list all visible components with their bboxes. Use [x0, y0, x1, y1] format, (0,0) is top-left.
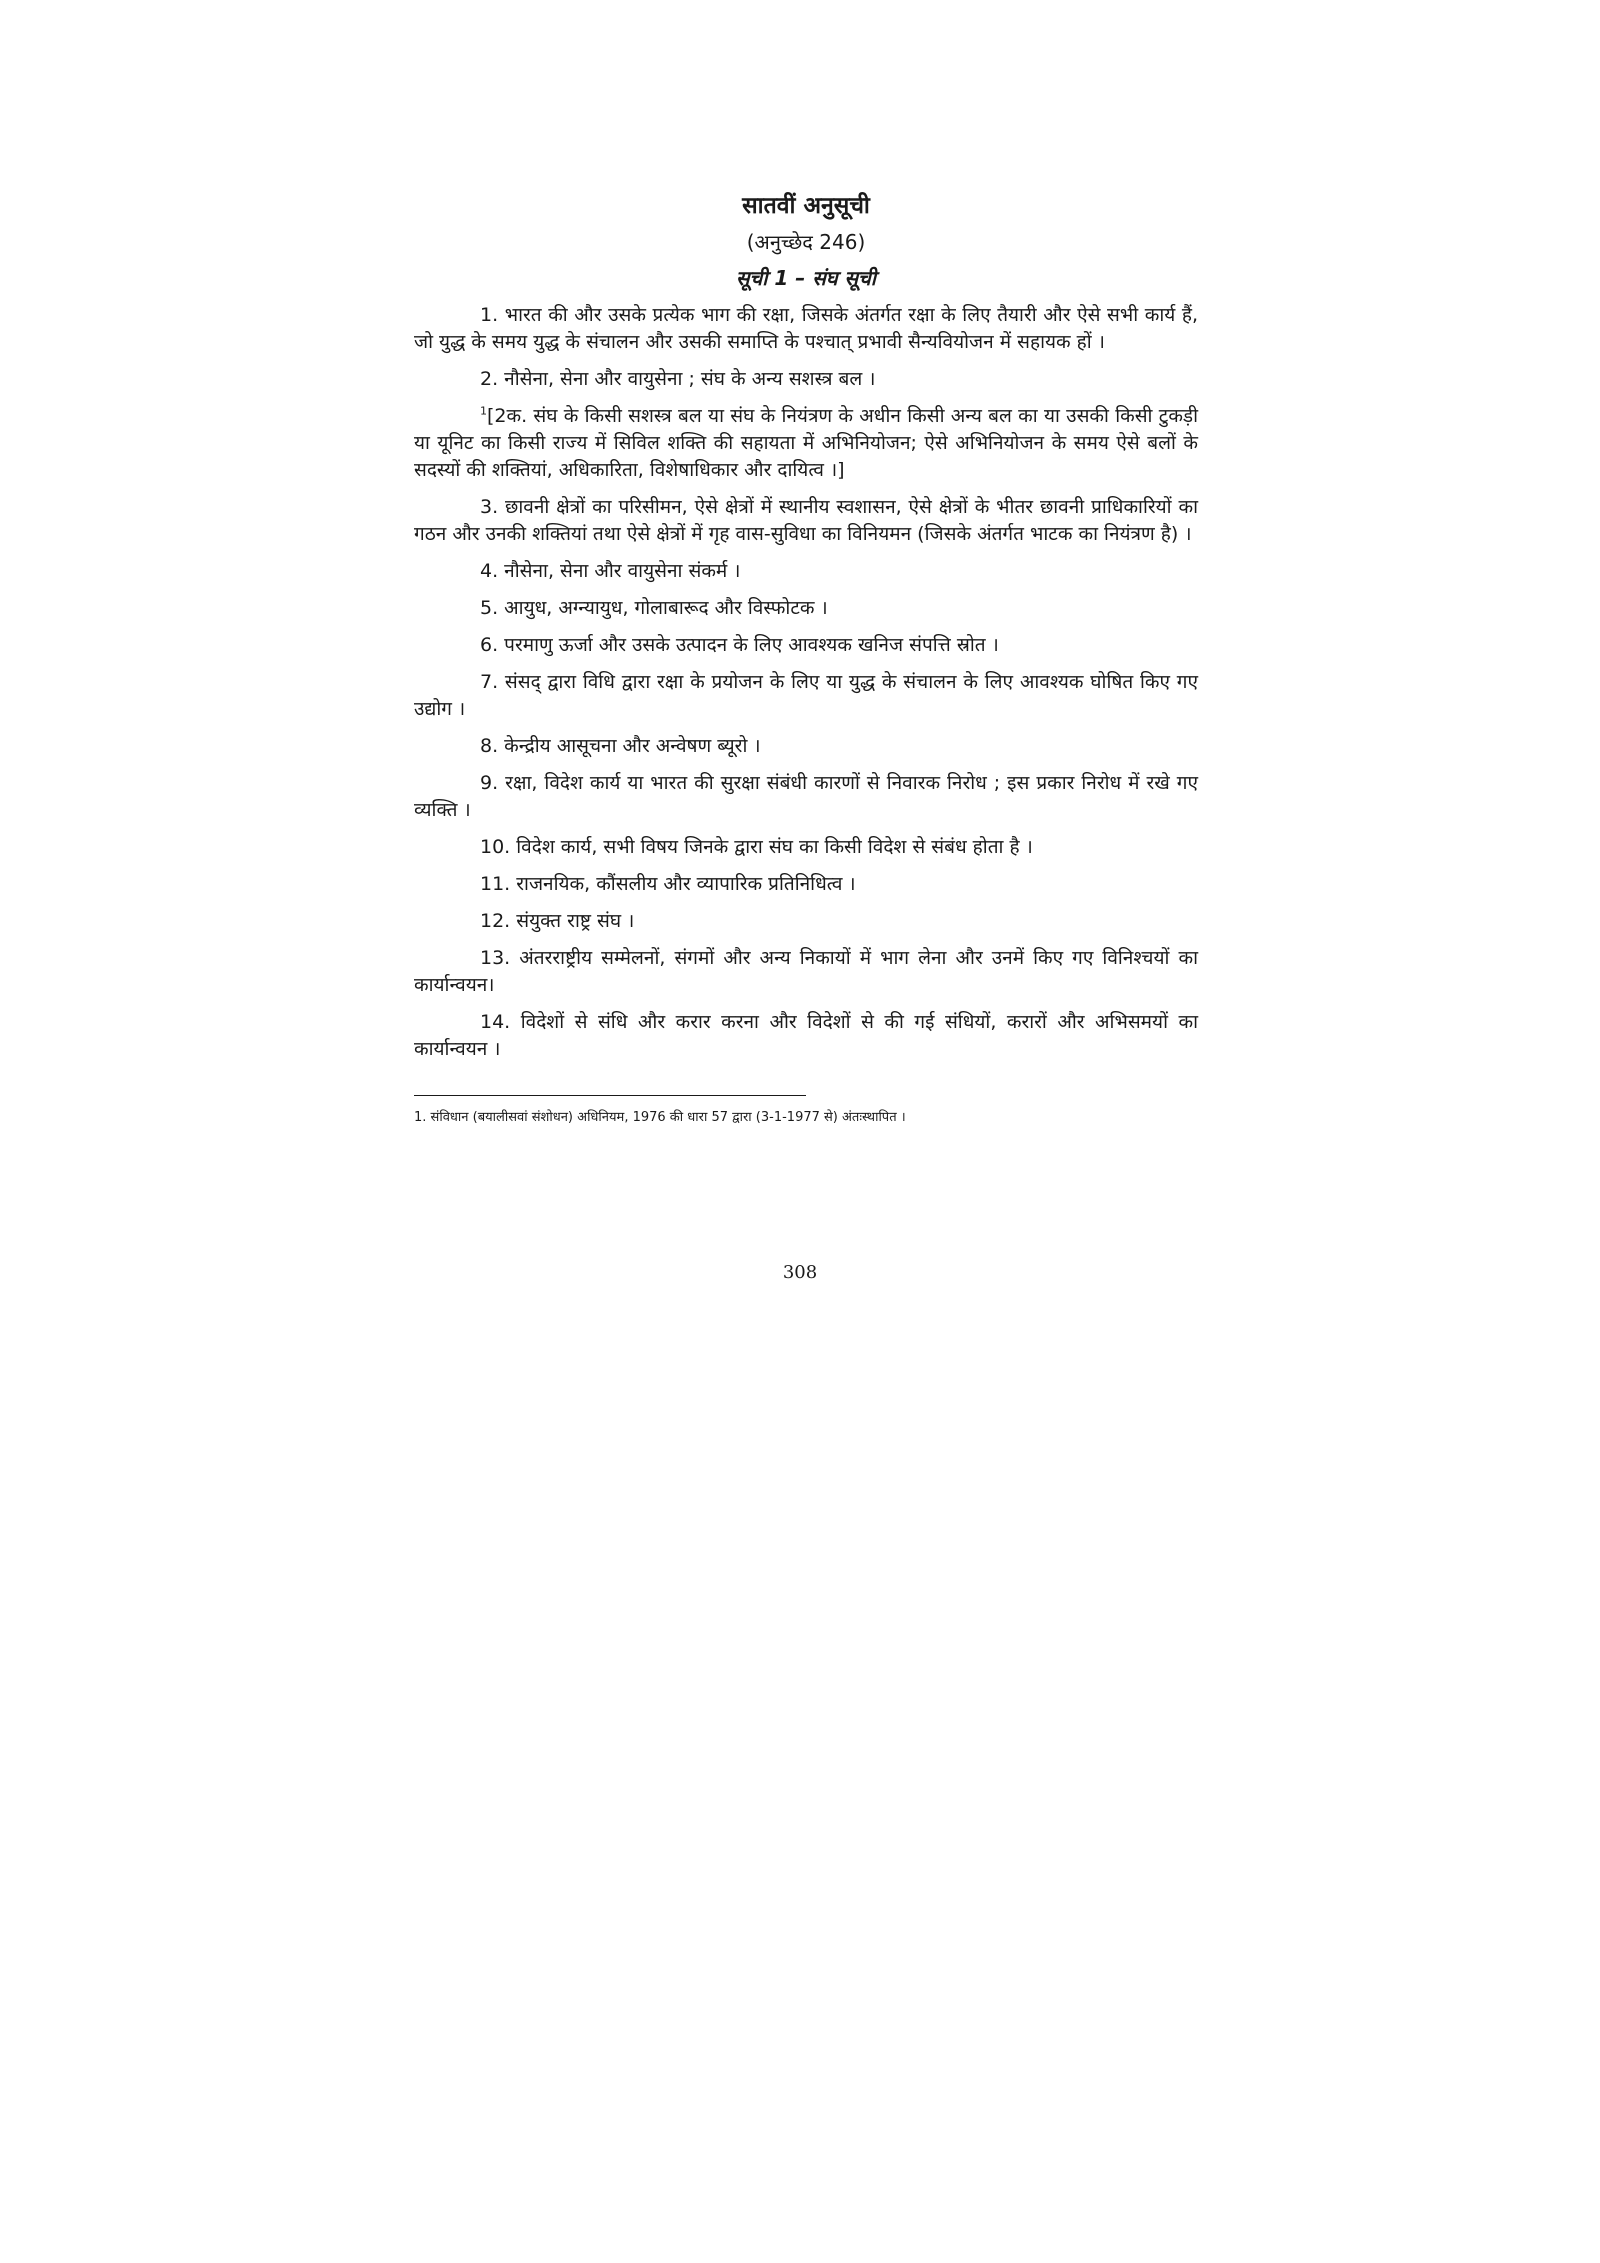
- entry-text: 5. आयुध, अग्न्यायुध, गोलाबारूद और विस्फोटक ।: [480, 597, 828, 619]
- entry-text: 14. विदेशों से संधि और करार करना और विदेशों से की गई संधियों, करारों और अभिसमयों का कार्यान्वयन ।: [414, 1011, 1198, 1060]
- entry-text: 8. केन्द्रीय आसूचना और अन्वेषण ब्यूरो ।: [480, 735, 761, 757]
- schedule-title: सातवीं अनुसूची: [742, 193, 870, 219]
- footnote-marker: 1: [480, 404, 487, 418]
- entry-paragraph: [414, 1009, 1198, 1063]
- footnote: 1. संविधान (बयालीसवां संशोधन) अधिनियम, 1976 की धारा 57 द्वारा (3-1-1977 से) अंतःस्थापित ।: [414, 1110, 906, 1125]
- entry-text: 7. संसद् द्वारा विधि द्वारा रक्षा के प्रयोजन के लिए या युद्ध के संचालन के लिए आवश्यक घोषित किए गए उद्योग ।: [414, 671, 1198, 720]
- entry-text: 1. भारत की और उसके प्रत्येक भाग की रक्षा, जिसके अंतर्गत रक्षा के लिए तैयारी और ऐसे सभी कार्य हैं, जो युद्ध के समय युद्ध के संचालन और उसकी समाप्ति के पश्चात् प्रभावी सैन्यवियोजन में सहायक हों ।: [414, 304, 1198, 353]
- entry-paragraph: [414, 945, 1198, 999]
- entry-paragraph: [414, 871, 1198, 898]
- list-heading: सूची 1 – संघ सूची: [736, 266, 876, 290]
- entry-text: 2. नौसेना, सेना और वायुसेना ; संघ के अन्य सशस्त्र बल ।: [480, 368, 876, 390]
- article-reference: (अनुच्छेद 246): [746, 230, 866, 254]
- entry-paragraph: [414, 558, 1198, 585]
- entry-paragraph: [414, 403, 1198, 484]
- entry-text: 11. राजनयिक, कौंसलीय और व्यापारिक प्रतिनिधित्व ।: [480, 873, 856, 895]
- entry-paragraph: [414, 669, 1198, 723]
- entry-text: 3. छावनी क्षेत्रों का परिसीमन, ऐसे क्षेत्रों में स्थानीय स्वशासन, ऐसे क्षेत्रों के भीतर छावनी प्राधिकारियों का गठन और उनकी शक्तियां तथा ऐसे क्षेत्रों में गृह वास-सुविधा का विनियमन (जिसके अंतर्गत भाटक का नियंत्रण है) ।: [414, 496, 1198, 545]
- entry-paragraph: [414, 770, 1198, 824]
- entry-text: 12. संयुक्त राष्ट्र संघ ।: [480, 910, 635, 932]
- entry-text: 10. विदेश कार्य, सभी विषय जिनके द्वारा संघ का किसी विदेश से संबंध होता है ।: [480, 836, 1033, 858]
- entry-paragraph: [414, 834, 1198, 861]
- entry-paragraph: [414, 302, 1198, 356]
- entry-text: [2क. संघ के किसी सशस्त्र बल या संघ के नियंत्रण के अधीन किसी अन्य बल का या उसकी किसी टुकड़ी या यूनिट का किसी राज्य में सिविल शक्ति की सहायता में अभिनियोजन; ऐसे अभिनियोजन के समय ऐसे बलों के सदस्यों की शक्तियां, अधिकारिता, विशेषाधिकार और दायित्व ।]: [414, 405, 1198, 481]
- entry-paragraph: [414, 494, 1198, 548]
- footnote-divider: [414, 1095, 806, 1096]
- entry-text: 9. रक्षा, विदेश कार्य या भारत की सुरक्षा संबंधी कारणों से निवारक निरोध ; इस प्रकार निरोध में रखे गए व्यक्ति ।: [414, 772, 1198, 821]
- page-number: 308: [782, 1262, 818, 1283]
- entry-paragraph: [414, 733, 1198, 760]
- entry-text: 6. परमाणु ऊर्जा और उसके उत्पादन के लिए आवश्यक खनिज संपत्ति स्रोत ।: [480, 634, 999, 656]
- document-content: [414, 190, 1198, 1128]
- entry-text: 4. नौसेना, सेना और वायुसेना संकर्म ।: [480, 560, 741, 582]
- entry-paragraph: [414, 366, 1198, 393]
- entry-paragraph: [414, 595, 1198, 622]
- entry-text: 13. अंतरराष्ट्रीय सम्मेलनों, संगमों और अन्य निकायों में भाग लेना और उनमें किए गए विनिश्चयों का कार्यान्वयन।: [414, 947, 1198, 996]
- entry-paragraph: [414, 908, 1198, 935]
- entry-paragraph: [414, 632, 1198, 659]
